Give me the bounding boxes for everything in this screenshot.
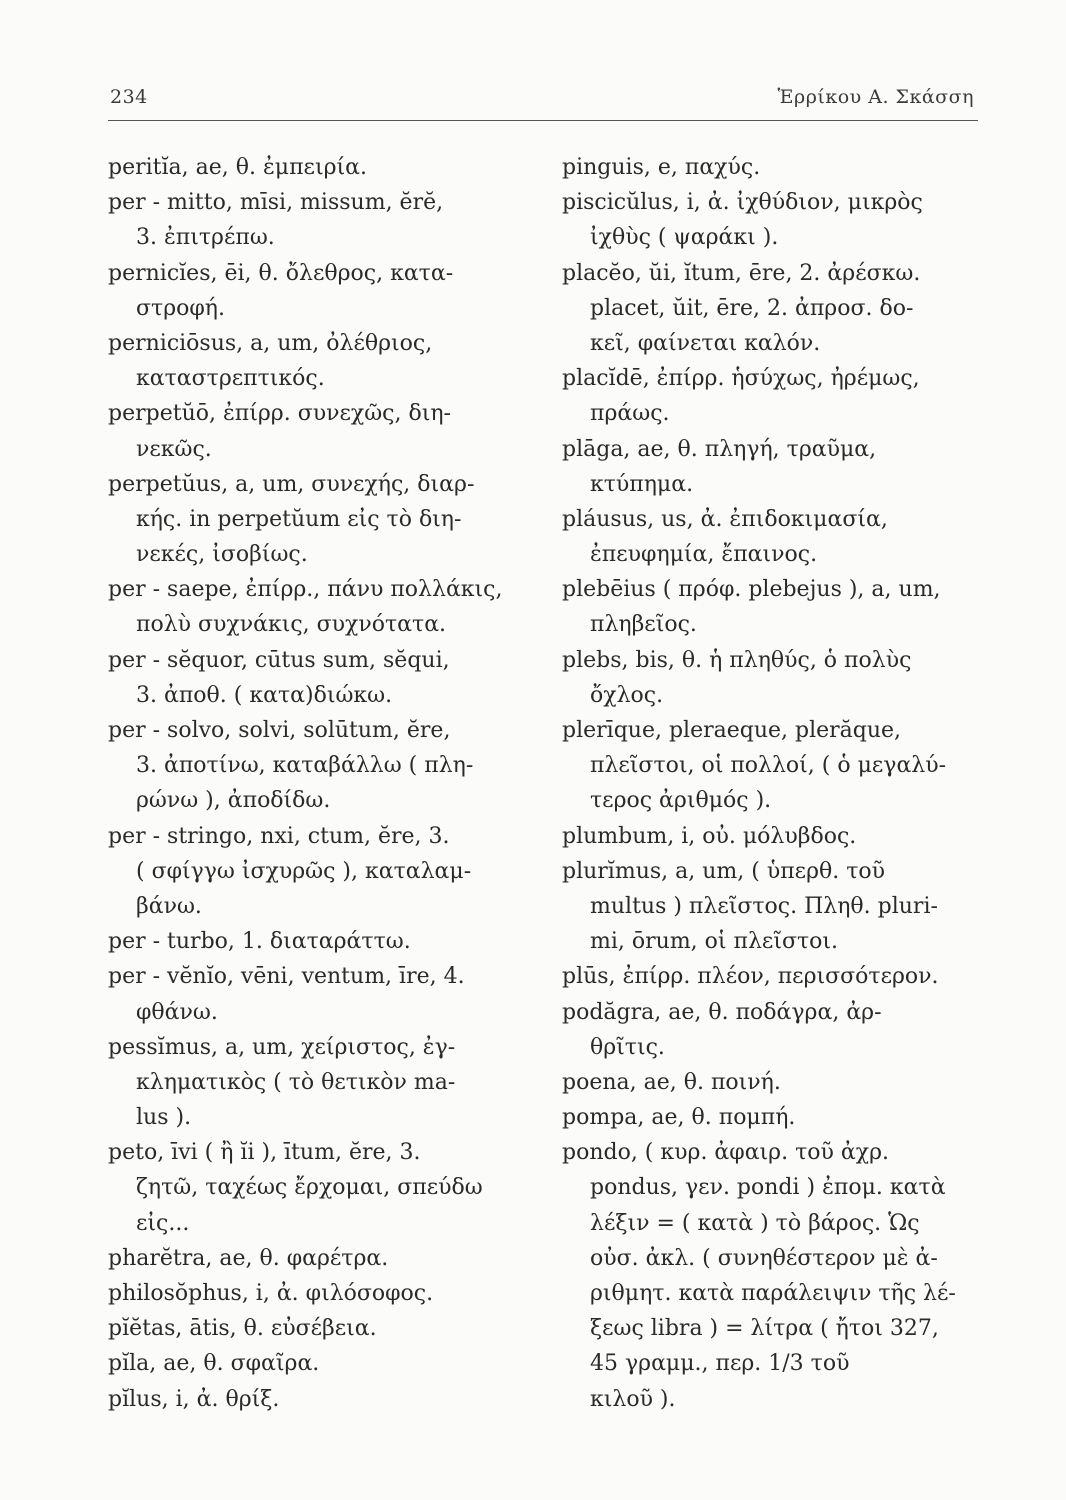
left-column — [108, 150, 532, 1417]
entry-continuation-line: θρῖτις. — [590, 1034, 665, 1060]
entry-continuation-line: καταστρεπτικός. — [136, 366, 325, 392]
entry-continuation-line: λέξιν = ( κατὰ ) τὸ βάρος. Ὡς — [590, 1210, 920, 1236]
header-rule — [108, 120, 978, 121]
dictionary-entry-line: piscicŭlus, i, ἀ. ἰχθύδιον, μικρὸς — [562, 190, 923, 216]
dictionary-entry-line: per - saepe, ἐπίρρ., πάνυ πολλάκις, — [108, 577, 503, 603]
entry-continuation-line: πράως. — [590, 401, 670, 427]
dictionary-entry-line: per - sĕquor, cūtus sum, sĕqui, — [108, 647, 450, 673]
dictionary-entry-line: per - stringo, nxi, ctum, ĕre, 3. — [108, 823, 450, 849]
entry-continuation-line: ριθμητ. κατὰ παράλειψιν τῆς λέ- — [590, 1281, 956, 1306]
entry-continuation-line: ἰχθὺς ( ψαράκι ). — [590, 225, 779, 251]
dictionary-entry-line: pinguis, e, παχύς. — [562, 155, 761, 180]
entry-continuation-line: κτύπημα. — [590, 471, 694, 497]
dictionary-entry-line: plāga, ae, θ. πληγή, τραῦμα, — [562, 436, 877, 462]
entry-continuation-line: νεκῶς. — [136, 436, 212, 462]
page-header — [108, 84, 976, 118]
dictionary-entry-line: pláusus, us, ἀ. ἐπιδοκιμασία, — [562, 506, 888, 532]
entry-continuation-line: ( σφίγγω ἰσχυρῶς ), καταλαμ- — [136, 858, 472, 884]
dictionary-entry-line: pondo, ( κυρ. ἀφαιρ. τοῦ ἀχρ. — [562, 1140, 889, 1166]
entry-continuation-line: ρώνω ), ἀποδίδω. — [136, 788, 331, 814]
entry-continuation-line: φθάνω. — [136, 999, 218, 1025]
running-title: Ἑρρίκου Α. Σκάσση — [777, 86, 974, 108]
dictionary-entry-line: pharĕtra, ae, θ. φαρέτρα. — [108, 1245, 389, 1271]
entry-continuation-line: 3. ἐπιτρέπω. — [136, 225, 275, 251]
entry-continuation-line: νεκές, ἰσοβίως. — [136, 542, 308, 568]
dictionary-entry-line: pessĭmus, a, um, χείριστος, ἐγ- — [108, 1034, 456, 1060]
dictionary-entry-line: perpetŭus, a, um, συνεχής, διαρ- — [108, 471, 475, 497]
dictionary-entry-line: plūs, ἐπίρρ. πλέον, περισσότερον. — [562, 964, 939, 990]
page-number: 234 — [110, 86, 148, 108]
right-column — [562, 150, 982, 1417]
dictionary-entry-line: plebs, bis, θ. ἡ πληθύς, ὁ πολὺς — [562, 647, 912, 673]
dictionary-entry-line: perpetŭō, ἐπίρρ. συνεχῶς, διη- — [108, 401, 451, 427]
entry-continuation-line: placet, ŭit, ēre, 2. ἀπροσ. δο- — [590, 295, 914, 321]
entry-continuation-line: εἰς... — [136, 1210, 190, 1236]
entry-continuation-line: στροφή. — [136, 295, 225, 321]
entry-continuation-line: ζητῶ, ταχέως ἔρχομαι, σπεύδω — [136, 1175, 483, 1201]
entry-continuation-line: ξεως libra ) = λίτρα ( ἤτοι 327, — [590, 1316, 939, 1342]
dictionary-entry-line: plumbum, i, οὐ. μόλυβδος. — [562, 823, 857, 849]
dictionary-entry-line: plerīque, pleraeque, plerăque, — [562, 718, 902, 743]
entry-continuation-line: ὄχλος. — [590, 682, 664, 708]
dictionary-entry-line: pernicĭes, ēi, θ. ὄλεθρος, κατα- — [108, 260, 454, 286]
entry-continuation-line: mi, ōrum, οἱ πλεῖστοι. — [590, 929, 839, 955]
entry-continuation-line: lus ). — [136, 1105, 192, 1131]
dictionary-entry-line: per - turbo, 1. διαταράττω. — [108, 929, 411, 955]
entry-continuation-line: pondus, γεν. pondi ) ἐπομ. κατὰ — [590, 1175, 946, 1201]
entry-continuation-line: τερος ἀριθμός ). — [590, 788, 772, 814]
dictionary-entry-line: plurĭmus, a, um, ( ὑπερθ. τοῦ — [562, 858, 886, 884]
entry-continuation-line: κληματικὸς ( τὸ θετικὸν ma- — [136, 1069, 456, 1095]
dictionary-entry-line: pompa, ae, θ. πομπή. — [562, 1105, 796, 1131]
dictionary-entry-line: podăgra, ae, θ. ποδάγρα, ἀρ- — [562, 999, 882, 1025]
entry-continuation-line: κιλοῦ ). — [590, 1386, 676, 1412]
dictionary-entry-line: poena, ae, θ. ποινή. — [562, 1069, 781, 1095]
dictionary-entry-line: pĭĕtas, ātis, θ. εὐσέβεια. — [108, 1316, 377, 1342]
entry-continuation-line: 3. ἀποτίνω, καταβάλλω ( πλη- — [136, 753, 474, 779]
dictionary-entry-line: peritĭa, ae, θ. ἐμπειρία. — [108, 155, 367, 180]
entry-continuation-line: κής. in perpetŭum εἰς τὸ διη- — [136, 506, 462, 532]
dictionary-entry-line: philosŏphus, i, ἀ. φιλόσοφος. — [108, 1281, 434, 1306]
entry-continuation-line: πολὺ συχνάκις, συχνότατα. — [136, 612, 447, 638]
dictionary-entry-line: per - vĕnĭo, vēni, ventum, īre, 4. — [108, 964, 465, 990]
entry-continuation-line: κεῖ, φαίνεται καλόν. — [590, 330, 821, 356]
dictionary-entry-line: placĕo, ŭi, ĭtum, ēre, 2. ἀρέσκω. — [562, 260, 921, 286]
entry-continuation-line: βάνω. — [136, 893, 202, 919]
entry-continuation-line: πληβεῖος. — [590, 612, 697, 638]
entry-continuation-line: 45 γραμμ., περ. 1/3 τοῦ — [590, 1351, 850, 1377]
entry-continuation-line: οὐσ. ἀκλ. ( συνηθέστερον μὲ ἀ- — [590, 1245, 938, 1271]
dictionary-entry-line: peto, īvi ( ἢ ĭi ), ītum, ĕre, 3. — [108, 1140, 421, 1166]
entry-continuation-line: πλεῖστοι, οἱ πολλοί, ( ὁ μεγαλύ- — [590, 753, 947, 779]
entry-continuation-line: ἐπευφημία, ἔπαινος. — [590, 542, 818, 568]
entry-continuation-line: 3. ἀποθ. ( κατα)διώκω. — [136, 682, 393, 708]
dictionary-entry-line: per - mitto, mīsi, missum, ĕrĕ, — [108, 190, 444, 216]
dictionary-entry-line: pĭlus, i, ἀ. θρίξ. — [108, 1386, 280, 1412]
dictionary-entry-line: plebēius ( πρόφ. plebejus ), a, um, — [562, 577, 941, 603]
dictionary-entry-line: pĭla, ae, θ. σφαῖρα. — [108, 1351, 320, 1377]
dictionary-entry-line: placĭdē, ἐπίρρ. ἡσύχως, ἠρέμως, — [562, 366, 920, 392]
dictionary-entry-line: per - solvo, solvi, solūtum, ĕre, — [108, 718, 451, 743]
entry-continuation-line: multus ) πλεῖστος. Πληθ. pluri- — [590, 893, 938, 919]
dictionary-entry-line: perniciōsus, a, um, ὀλέθριος, — [108, 330, 433, 356]
